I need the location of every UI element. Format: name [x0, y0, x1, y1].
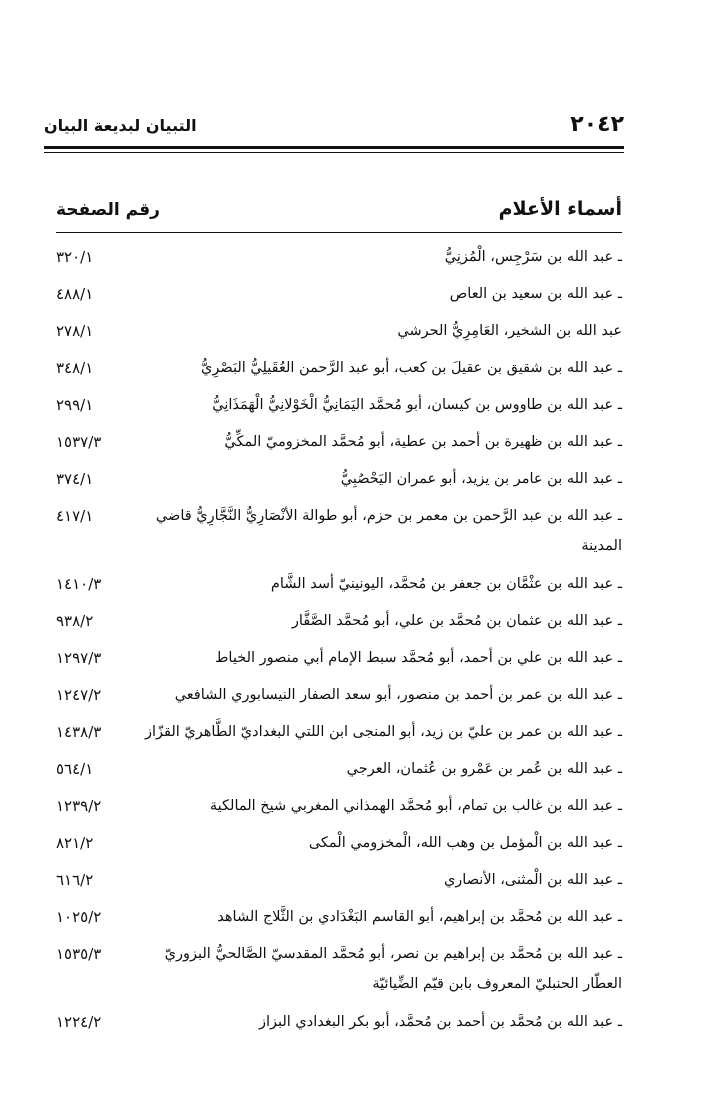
entry-page-ref: ٩٣٨/٢ [56, 612, 94, 630]
index-column-headings [56, 198, 622, 232]
entry-name: ـ عبد الله بن الْمؤمل بن وهب الله، الْمخزومي الْمكى [308, 835, 622, 851]
entry-name: ـ عبد الله بن مُحمَّد بن إبراهيم، أبو القاسم البَغْدَادي بن الثَّلاج الشاهد [217, 909, 622, 925]
index-entry [56, 563, 622, 600]
entry-page-ref: ١٤٣٨/٣ [56, 723, 102, 741]
entry-page-ref: ١٥٣٥/٣ [56, 945, 102, 963]
entry-page-ref: ٦١٦/٢ [56, 871, 94, 889]
headings-rule [56, 232, 622, 233]
entry-page-ref: ١٢٩٧/٣ [56, 649, 102, 667]
entry-page-ref: ٤١٧/١ [56, 507, 94, 525]
entry-name: ـ عبد الله بن عثمان بن مُحمَّد بن علي، أبو مُحمَّد الصَّفَّار [291, 613, 622, 629]
index-entry [56, 384, 622, 421]
entry-name: ـ عبد الله بن عامر بن يزيد، أبو عمران اليَحْصُبِيُّ [340, 471, 622, 487]
index-entry [56, 347, 622, 384]
entry-name: ـ عبد الله بن شقيق بن عقيلَ بن كعب، أبو عبد الرَّحمن العُقَيلِيُّ البَصْرِيُّ [201, 360, 622, 376]
index-entries [56, 236, 622, 1038]
index-entry [56, 236, 622, 273]
index-entry [56, 421, 622, 458]
entry-name: ـ عبد الله بن عُمر بن عَمْرو بن عُثمان، العرجي [346, 761, 622, 777]
entry-name: ـ عبد الله بن سعيد بن العاص [449, 286, 622, 302]
index-entry [56, 1001, 622, 1038]
index-entry [56, 495, 622, 563]
index-entry [56, 674, 622, 711]
index-entry [56, 822, 622, 859]
entry-page-ref: ٢٧٨/١ [56, 322, 94, 340]
entry-page-ref: ٣٧٤/١ [56, 470, 94, 488]
index-entry [56, 859, 622, 896]
entry-name: ـ عبد الله بن مُحمَّد بن إبراهيم بن نصر، أبو مُحمَّد المقدسيّ الصَّالحيُّ البزوريّ العطّار الحنبليّ المعروف بابن قيّم الضِّيائيّة [164, 946, 622, 992]
page-column-heading: رقم الصفحة [56, 200, 160, 220]
entry-name: ـ عبد الله بن علي بن أحمد، أبو مُحمَّد سبط الإمام أبي منصور الخياط [215, 650, 622, 666]
entry-name: ـ عبد الله بن ظهيرة بن أحمد بن عطية، أبو مُحمَّد المخزوميّ المكِّيُّ [224, 434, 622, 450]
index-entry [56, 637, 622, 674]
entry-page-ref: ١٢٣٩/٢ [56, 797, 102, 815]
index-entry [56, 600, 622, 637]
entry-page-ref: ١٥٣٧/٣ [56, 433, 102, 451]
entry-name: ـ عبد الله بن عمر بن أحمد بن منصور، أبو سعد الصفار النيسابوري الشافعي [174, 687, 622, 703]
entry-page-ref: ١٢٢٤/٢ [56, 1013, 102, 1031]
entry-page-ref: ٤٨٨/١ [56, 285, 94, 303]
entry-name: ـ عبد الله بن سَرْجِس، الْمُزنِيُّ [444, 249, 622, 265]
entry-name: ـ عبد الله بن عمر بن عليّ بن زيد، أبو المنجى ابن اللتي البغداديّ الطَّاهريّ القزّاز [144, 724, 622, 740]
entry-page-ref: ٣٢٠/١ [56, 248, 94, 266]
entry-page-ref: ١٠٢٥/٢ [56, 908, 102, 926]
entry-page-ref: ٣٤٨/١ [56, 359, 94, 377]
index-entry [56, 310, 622, 347]
header-rule-thick [44, 146, 624, 149]
book-title: التبيان لبديعة البيان [44, 116, 197, 135]
index-entry [56, 748, 622, 785]
entry-name: ـ عبد الله بن غالب بن تمام، أبو مُحمَّد الهمذاني المغربي شيخ المالكية [209, 798, 622, 814]
entry-name: ـ عبد الله بن عبد الرَّحمن بن معمر بن حزم، أبو طوالة الأنْصَارِيُّ النَّجَّارِيُّ قاضي المدينة [155, 508, 622, 554]
entry-page-ref: ٢٩٩/١ [56, 396, 94, 414]
running-header [44, 112, 624, 144]
names-column-heading: أسماء الأعلام [498, 198, 622, 220]
header-rule-thin [44, 152, 624, 153]
entry-name: ـ عبد الله بن مُحمَّد بن أحمد بن مُحمَّد، أبو بكر البغدادي البزاز [258, 1014, 622, 1030]
entry-name: ـ عبد الله بن عثْمَّان بن جعفر بن مُحمَّد، اليونينيّ أسد الشَّام [270, 576, 622, 592]
entry-page-ref: ١٢٤٧/٢ [56, 686, 102, 704]
index-entry [56, 785, 622, 822]
entry-name: ـ عبد الله بن طاووس بن كيسان، أبو مُحمَّد اليَمَانِيُّ الْخَوْلانِيُّ الْهَمَذَانِيُّ [212, 397, 622, 413]
entry-name: ـ عبد الله بن الْمثنى، الأنصاري [443, 872, 622, 888]
index-entry [56, 896, 622, 933]
entry-page-ref: ١٤١٠/٣ [56, 575, 102, 593]
index-entry [56, 711, 622, 748]
entry-page-ref: ٥٦٤/١ [56, 760, 94, 778]
entry-name: عبد الله بن الشخير، العَامِرِيُّ الحرشي [397, 323, 622, 339]
page-number: ٢٠٤٢ [570, 112, 624, 137]
entry-page-ref: ٨٢١/٢ [56, 834, 94, 852]
index-entry [56, 458, 622, 495]
index-entry [56, 933, 622, 1001]
index-entry [56, 273, 622, 310]
